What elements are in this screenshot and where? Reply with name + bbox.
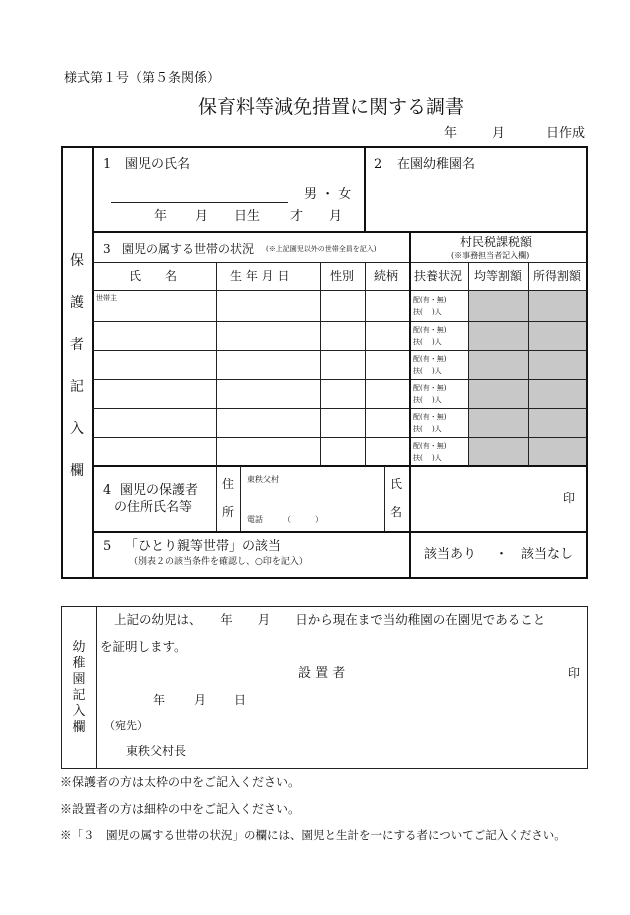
date-month: 月 <box>492 126 506 141</box>
col-shotoku: 所得割額 <box>533 269 582 283</box>
s5-label: 「ひとり親等世帯」の該当 <box>125 539 282 554</box>
name-label-1: 氏 <box>390 477 403 491</box>
gender-select[interactable]: 男 ・ 女 <box>304 187 352 202</box>
tax-title: 村民税課税額 <box>460 235 533 249</box>
name-label-2: 名 <box>390 505 403 519</box>
first-row-label: 世帯主 <box>96 294 117 302</box>
note-1: ※保護者の方は太枠の中をご記入ください。 <box>60 775 301 789</box>
s3-label: 園児の属する世帯の状況 <box>122 242 255 256</box>
table-row[interactable]: 配(有・無) 扶( )人 <box>413 384 447 404</box>
s3-note: (※上記園児以外の世帯全員を記入) <box>266 245 377 253</box>
installer-label: 設 置 者 <box>298 666 346 681</box>
table-row[interactable]: 配(有・無) 扶( )人 <box>413 296 447 316</box>
s2-num: 2 <box>374 157 383 172</box>
addr-label-1: 住 <box>222 477 235 491</box>
table-row[interactable]: 配(有・無) 扶( )人 <box>413 413 447 433</box>
guardian-side-label: 保 護 者 記 入 欄 <box>70 253 84 479</box>
s2-label: 在園幼稚園名 <box>397 157 476 172</box>
table-row[interactable]: 配(有・無) 扶( )人 <box>413 442 447 462</box>
s5-note: （別表２の該当条件を確認し、○印を記入） <box>129 557 308 567</box>
s5-num: 5 <box>103 539 112 554</box>
col-gender: 性別 <box>330 269 355 283</box>
certify-line-2: を証明します。 <box>100 639 187 654</box>
addressee-label: （宛先） <box>104 719 148 732</box>
date-year: 年 <box>444 126 458 141</box>
tax-shade-shotoku <box>528 290 587 466</box>
note-2: ※設置者の方は細枠の中をご記入ください。 <box>60 802 301 816</box>
tax-note: (※事務担当者記入欄) <box>451 251 530 260</box>
date-created: 日作成 <box>546 126 586 141</box>
phone-field[interactable]: 電話 （ ） <box>247 515 323 524</box>
col-kinto: 均等割額 <box>474 269 523 283</box>
s1-num: 1 <box>103 157 112 172</box>
installer-seal: 印 <box>568 666 581 680</box>
child-name-line <box>111 202 288 203</box>
s4-label-2: の住所氏名等 <box>114 500 193 515</box>
option-no[interactable]: 該当なし <box>521 547 574 562</box>
addr-label-2: 所 <box>222 505 235 519</box>
col-name: 氏 名 <box>129 269 178 283</box>
table-row[interactable]: 配(有・無) 扶( )人 <box>413 355 447 375</box>
s4-label-1: 園児の保護者 <box>120 483 199 498</box>
page-title: 保育料等減免措置に関する調書 <box>198 96 465 118</box>
kindergarten-side-label: 幼 稚 園 記 入 欄 <box>72 640 86 735</box>
note-3: ※「３ 園児の属する世帯の状況」の欄には、園児と生計を一にする者についてご記入ください。 <box>60 828 566 842</box>
mayor-label: 東秩父村長 <box>126 744 187 758</box>
table-row[interactable]: 配(有・無) 扶( )人 <box>413 326 447 346</box>
option-yes[interactable]: 該当あり <box>424 547 477 562</box>
form-number: 様式第１号（第５条関係） <box>64 71 221 86</box>
col-fuyou: 扶養状況 <box>414 269 463 283</box>
s4-num: 4 <box>103 483 112 498</box>
certify-line-1: 上記の幼児は、 年 月 日から現在まで当幼稚園の在園児であること <box>114 612 546 627</box>
col-birth: 生 年 月 日 <box>230 269 290 283</box>
s3-num: 3 <box>103 242 111 256</box>
col-relation: 続柄 <box>374 269 399 283</box>
village-name: 東秩父村 <box>247 475 279 484</box>
tax-shade-kinto <box>468 290 528 466</box>
s1-label: 園児の氏名 <box>125 157 191 172</box>
seal-mark: 印 <box>563 491 576 505</box>
